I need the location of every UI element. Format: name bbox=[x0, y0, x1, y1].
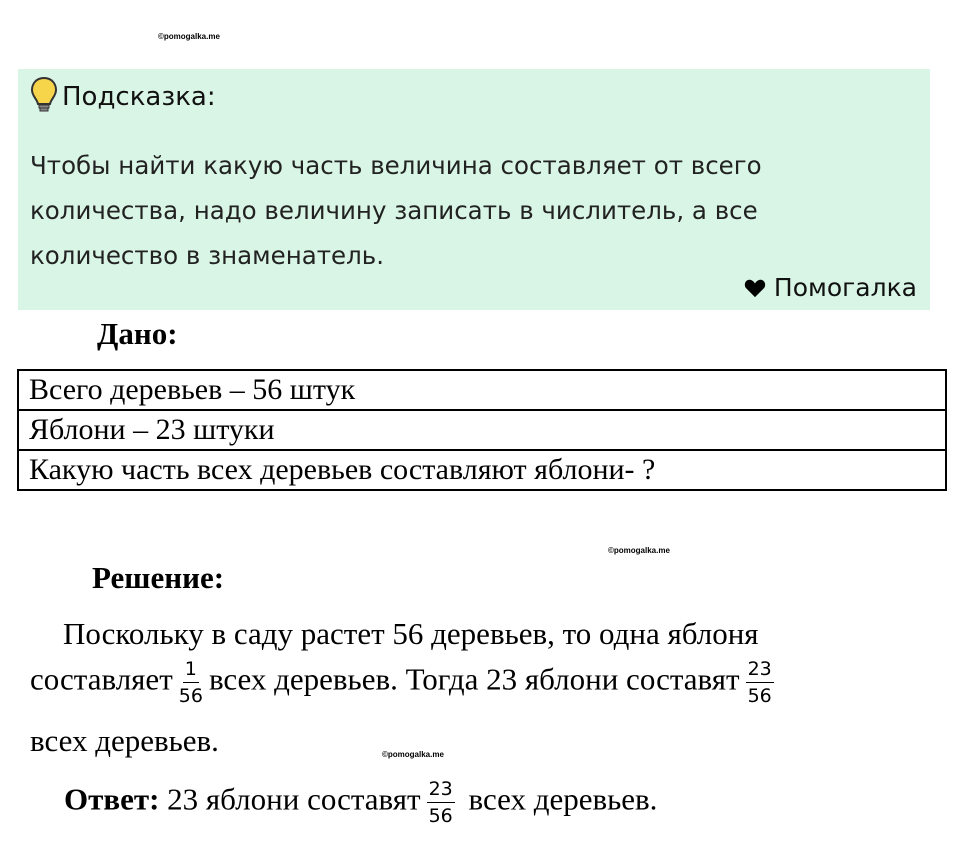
watermark: ©pomogalka.me bbox=[608, 546, 670, 555]
answer-text: 23 яблони составят bbox=[167, 781, 421, 817]
answer-label: Ответ: bbox=[64, 781, 160, 817]
hint-text bbox=[30, 143, 910, 278]
answer-line bbox=[64, 778, 657, 827]
given-question: Какую часть всех деревьев составляют яблони- ? bbox=[18, 450, 946, 490]
numerator: 1 bbox=[183, 658, 199, 683]
hint-line: количество в знаменатель. bbox=[30, 241, 384, 270]
denominator: 56 bbox=[178, 685, 203, 707]
fraction-23-56 bbox=[746, 658, 774, 707]
numerator: 23 bbox=[427, 778, 455, 803]
solution-line-1: Поскольку в саду растет 56 деревьев, то одна яблоня bbox=[63, 616, 759, 651]
lightbulb-icon bbox=[30, 76, 58, 114]
hint-title: Подсказка: bbox=[62, 82, 216, 112]
watermark: ©pomogalka.me bbox=[158, 32, 220, 41]
given-apples: Яблони – 23 штуки bbox=[18, 410, 946, 450]
numerator: 23 bbox=[746, 658, 774, 683]
solution-text: составляет bbox=[30, 661, 173, 697]
hint-line: количества, надо величину записать в числитель, а все bbox=[30, 196, 758, 225]
denominator: 56 bbox=[747, 685, 772, 707]
fraction-1-56 bbox=[179, 658, 203, 707]
heart-icon bbox=[744, 278, 766, 298]
solution-line-2 bbox=[30, 658, 780, 707]
table-row bbox=[18, 410, 946, 450]
solution-line-3: всех деревьев. bbox=[30, 723, 219, 758]
table-row bbox=[18, 450, 946, 490]
denominator: 56 bbox=[428, 805, 453, 827]
signature-text: Помогалка bbox=[773, 273, 917, 302]
solution-heading: Решение: bbox=[92, 560, 225, 595]
table-row bbox=[18, 370, 946, 410]
given-total: Всего деревьев – 56 штук bbox=[18, 370, 946, 410]
given-heading: Дано: bbox=[97, 316, 178, 351]
given-table bbox=[17, 369, 947, 491]
signature bbox=[744, 273, 917, 302]
watermark: ©pomogalka.me bbox=[382, 750, 444, 759]
solution-text: всех деревьев. Тогда 23 яблони составят bbox=[208, 661, 740, 697]
answer-fraction bbox=[427, 778, 455, 827]
hint-line: Чтобы найти какую часть величина составляет от всего bbox=[30, 151, 762, 180]
answer-tail: всех деревьев. bbox=[468, 781, 658, 817]
